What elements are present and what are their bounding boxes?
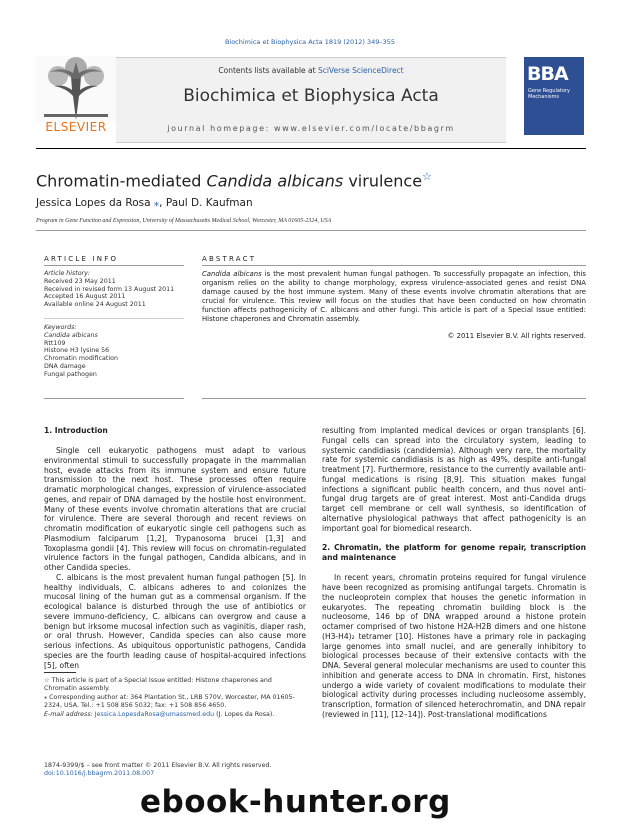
cover-subtitle: Gene Regulatory Mechanisms bbox=[528, 88, 570, 100]
keywords bbox=[44, 324, 184, 379]
article-info-heading: ARTICLE INFO bbox=[44, 255, 119, 263]
issn: 1874-9399/$ – see front matter © 2011 Elsevier B.V. All rights reserved. bbox=[44, 762, 272, 769]
article-history bbox=[44, 270, 184, 309]
info-divider-3 bbox=[44, 398, 184, 399]
email-link[interactable]: Jessica.LopesdaRosa@umassmed.edu bbox=[94, 711, 215, 718]
keyword: Chromatin modification bbox=[44, 355, 118, 363]
section-heading: 2. Chromatin, the platform for genome repair, transcription and maintenance bbox=[322, 543, 586, 563]
section-heading: 1. Introduction bbox=[44, 426, 108, 435]
history-received: Received 23 May 2011 bbox=[44, 277, 116, 285]
journal-homepage[interactable]: journal homepage: www.elsevier.com/locate/bbagrm bbox=[167, 124, 455, 133]
abstract-text bbox=[202, 270, 586, 325]
footnote-special-issue: ☆ This article is part of a Special Issue entitled: Histone chaperones and Chromatin assembly. bbox=[44, 677, 272, 692]
watermark: ebook-hunter.org bbox=[140, 784, 451, 820]
footnote-email bbox=[44, 711, 306, 719]
keyword: Histone H3 lysine 56 bbox=[44, 347, 110, 355]
corresponding-author-mark[interactable]: ⁎ bbox=[150, 197, 160, 209]
contents-line bbox=[116, 66, 506, 75]
doi-link[interactable]: doi:10.1016/j.bbagrm.2011.08.007 bbox=[44, 770, 155, 777]
email-label: E-mail address: bbox=[44, 711, 95, 718]
contents-prefix: Contents lists available at bbox=[218, 66, 316, 75]
title-footnote-star[interactable]: ☆ bbox=[422, 170, 432, 183]
footnote-corresponding: ⁎ Corresponding author at: 364 Plantation St., LRB 570V, Worcester, MA 01605-2324, USA. Tel.: +1 508 856 5032; fax: +1 508 856 4650. bbox=[44, 694, 295, 709]
sciencedirect-link[interactable]: SciVerse ScienceDirect bbox=[317, 66, 404, 75]
history-revised: Received in revised form 13 August 2011 bbox=[44, 285, 175, 293]
abstract-heading: ABSTRACT bbox=[202, 255, 257, 263]
journal-title: Biochimica et Biophysica Acta bbox=[183, 86, 439, 106]
history-online: Available online 24 August 2011 bbox=[44, 301, 146, 309]
affiliation-divider bbox=[36, 230, 586, 231]
abstract-divider bbox=[202, 265, 586, 266]
history-accepted: Accepted 16 August 2011 bbox=[44, 293, 126, 301]
abstract-divider-2 bbox=[202, 398, 586, 399]
info-divider-2 bbox=[44, 318, 184, 319]
email-suffix: (J. Lopes da Rosa). bbox=[214, 711, 275, 718]
paragraph: In recent years, chromatin proteins required for fungal virulence have been recognized as promising antifungal targets. Chromatin is the nucleoprotein complex that houses the genetic information in eukaryotes. The repeating chromatin building block is the nucleosome, 146 bp of DNA wrapped around a histone protein octamer comprised of two histone H2A-H2B dimers and one histone (H3-H4)₂ tetramer [10]. Histones have a primary role in packaging large genomes into small nuclei, and are generally inhibitory to biological processes because of their extensive contacts with the DNA. Several general molecular mechanisms are used to counter this inhibition and generate access to DNA in chromatin. First, histones undergo a wide variety of covalent modifications to modulate their biological activity during processes including nucleosome assembly, transcription, formation of silenced heterochromatin, and DNA repair (reviewed in [11], [12–14]). Post-translational modifications bbox=[322, 573, 586, 719]
keyword: Fungal pathogen bbox=[44, 370, 97, 378]
journal-citation[interactable]: Biochimica et Biophysica Acta 1819 (2012) 349–355 bbox=[224, 38, 396, 46]
author-1: Jessica Lopes da Rosa bbox=[36, 197, 151, 209]
keywords-label: Keywords: bbox=[44, 324, 77, 331]
cover-title: BBA bbox=[527, 63, 568, 85]
paragraph: C. albicans is the most prevalent human fungal pathogen [5]. In healthy individuals, C. albicans adheres to and colonizes the mucosal lining of the human gut as a commensal organism. If the ecological balance is disturbed through the use of antibiotics or severe immuno-deficiency, C. albicans can overgrow and cause a benign but irksome mucosal infection such as vaginitis, diaper rash, or oral thrush. However, Candida species can also cause more serious infections. As ubiquitous opportunistic pathogens, Candida species are the fourth leading cause of hospital-acquired infections [5], often bbox=[44, 572, 306, 670]
title-text: Chromatin-mediated bbox=[36, 171, 207, 191]
title-rest: virulence bbox=[343, 171, 423, 191]
footnote-divider bbox=[44, 672, 76, 673]
elsevier-wordmark: ELSEVIER bbox=[45, 120, 107, 134]
paragraph: resulting from implanted medical devices or organ transplants [6]. Fungal cells can spread into the circulatory system, leading to systemic candidiasis (candidemia). Although very rare, the mortality rate for systemic candidiasis is as high as 49%, despite anti-fungal treatment [7]. Furthermore, resistance to the currently available anti-fungal medications is rising [8,9]. This situation makes fungal infections a significant public health concern, and thus novel anti-fungal drug targets are of great interest. Most anti-Candida drugs target cell membrane or cell wall synthesis, so identification of alternative physiological pathways that affect pathogenicity is an important goal for biomedical research. bbox=[322, 426, 586, 533]
author-2: , Paul D. Kaufman bbox=[159, 197, 253, 209]
history-label: Article history: bbox=[44, 270, 90, 277]
footnotes bbox=[44, 677, 306, 720]
abstract-body: is the most prevalent human fungal pathogen. To successfully propagate an infection, this organism relies on the ability to change morphology, express virulence-associated genes and resist DNA damage caused by the host immune system. Many of these events involve chromatin alterations that are crucial for virulence. This review will focus on the studies that have been conducted on how chromatin function affects pathogenicity of C. albicans and other fungi. This article is part of a Special Issue entitled: Histone chaperones and Chromatin assembly. bbox=[202, 270, 586, 324]
keyword: Candida albicans bbox=[44, 331, 98, 339]
copyright: © 2011 Elsevier B.V. All rights reserved. bbox=[447, 332, 586, 340]
title-italic: Candida albicans bbox=[206, 171, 344, 191]
affiliation: Program in Gene Function and Expression, University of Massachusetts Medical School, Worcester, MA 01605-2324, USA bbox=[36, 218, 332, 224]
info-divider bbox=[44, 265, 184, 266]
issn-block bbox=[44, 762, 306, 778]
header-divider bbox=[36, 148, 586, 149]
article-title bbox=[36, 170, 432, 190]
keyword: Rtt109 bbox=[44, 339, 66, 347]
right-column bbox=[322, 426, 586, 720]
author-list bbox=[36, 197, 253, 209]
keyword: DNA damage bbox=[44, 362, 86, 370]
abstract-lead: Candida albicans bbox=[202, 270, 262, 278]
paragraph: Single cell eukaryotic pathogens must adapt to various environmental stimuli to successfully propagate in the mammalian host, evade attacks from its immune system and ensure future transmission to the next host. These processes often require dramatic morphological changes, expression of virulence-associated genes, and repair of DNA damaged by the hostile host environment. Many of these events involve chromatin alterations that are crucial for virulence. There are several thorough and recent reviews on chromatin modification of eukaryotic single cell pathogens such as Plasmodium falciparum [1,2], Trypanosoma brucei [1,3] and Toxoplasma gondii [4]. This review will focus on chromatin-regulated virulence factors in the fungal pathogen, Candida albicans, and in other Candida species. bbox=[44, 446, 306, 572]
left-column bbox=[44, 426, 306, 670]
